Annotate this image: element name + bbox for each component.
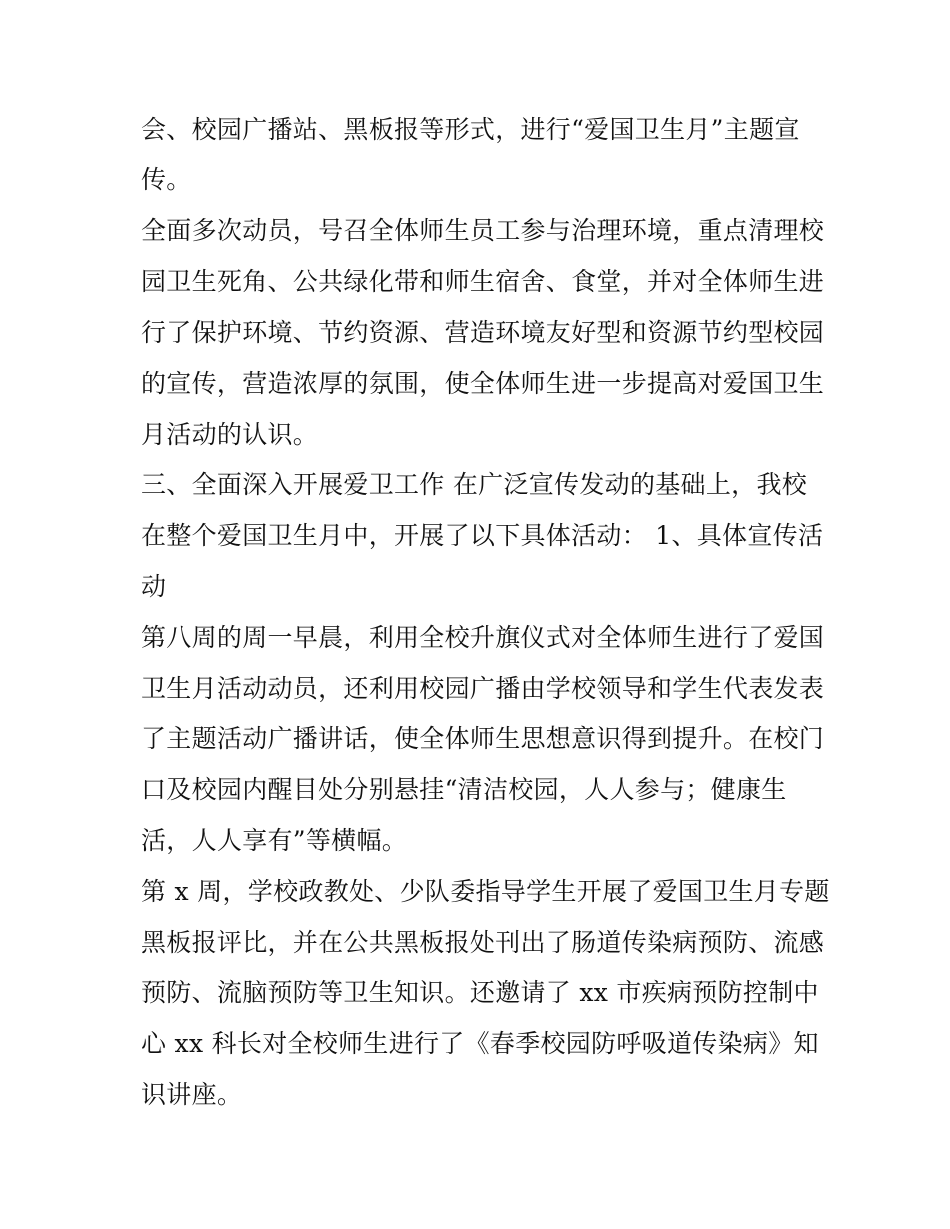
text-line: 全面多次动员，号召全体师生员工参与治理环境，重点清理校 — [141, 216, 825, 245]
text-line: 第八周的周一早晨，利用全校升旗仪式对全体师生进行了爱国 — [141, 623, 825, 652]
text-line: 识讲座。 — [141, 1080, 243, 1109]
text-line: 卫生月活动动员，还利用校园广播由学校领导和学生代表发表 — [141, 674, 825, 703]
text-line: 园卫生死角、公共绿化带和师生宿舍、食堂，并对全体师生进 — [141, 267, 825, 296]
text-line: 心 xx 科长对全校师生进行了《春季校园防呼吸道传染病》知 — [141, 1029, 819, 1058]
text-line: 三、全面深入开展爱卫工作 在广泛宣传发动的基础上，我校 — [141, 470, 808, 499]
text-line: 会、校园广播站、黑板报等形式，进行“爱国卫生月”主题宣 — [141, 115, 800, 144]
text-line: 动 — [141, 572, 167, 601]
text-line: 在整个爱国卫生月中，开展了以下具体活动： 1、具体宣传活 — [141, 521, 824, 550]
text-line: 黑板报评比，并在公共黑板报处刊出了肠道传染病预防、流感 — [141, 928, 825, 957]
text-line: 预防、流脑预防等卫生知识。还邀请了 xx 市疾病预防控制中 — [141, 978, 819, 1007]
text-line: 的宣传，营造浓厚的氛围，使全体师生进一步提高对爱国卫生 — [141, 369, 825, 398]
text-line: 第 x 周，学校政教处、少队委指导学生开展了爱国卫生月专题 — [141, 877, 830, 906]
text-line: 月活动的认识。 — [141, 420, 319, 449]
text-line: 行了保护环境、节约资源、营造环境友好型和资源节约型校园 — [141, 318, 825, 347]
text-line: 了主题活动广播讲话，使全体师生思想意识得到提升。在校门 — [141, 724, 825, 753]
text-line: 传。 — [141, 165, 192, 194]
text-line: 活，人人享有”等横幅。 — [141, 826, 408, 855]
text-line: 口及校园内醒目处分别悬挂“清洁校园，人人参与；健康生 — [141, 775, 787, 804]
